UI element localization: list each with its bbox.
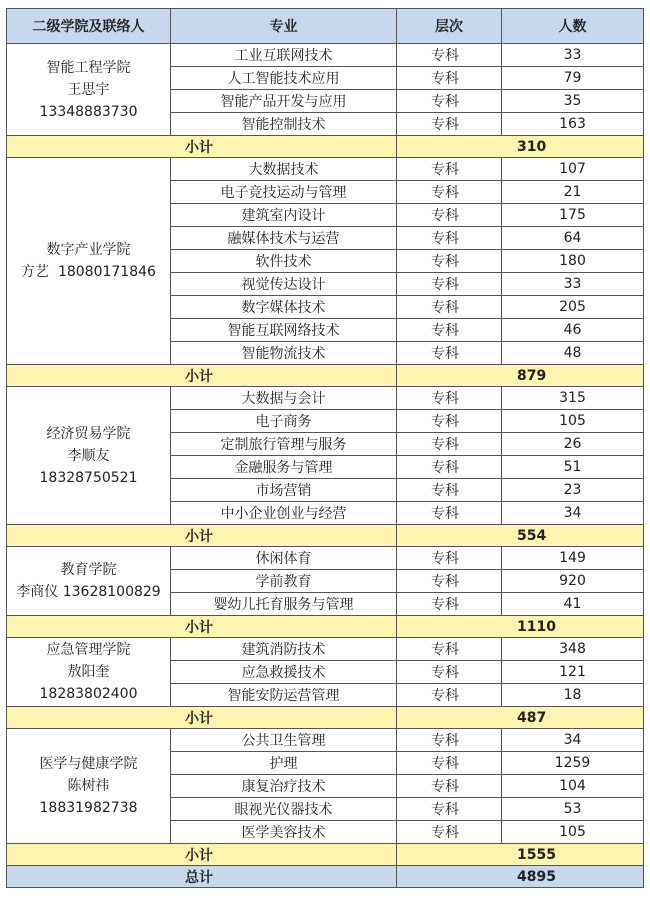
subtotal-value: 554 [397,525,644,547]
count-cell: 21 [502,181,644,204]
contact-name: 方艺 [21,264,50,280]
major-cell: 金融服务与管理 [171,456,397,479]
count-cell: 180 [502,250,644,273]
major-cell: 智能物流技术 [171,342,397,365]
count-cell: 18 [502,684,644,707]
college-name: 医学与健康学院 [39,756,138,772]
major-cell: 应急救援技术 [171,661,397,684]
total-row [7,866,644,888]
contact-name: 王思宇 [67,81,110,98]
count-cell: 175 [502,204,644,227]
count-cell: 149 [502,547,644,570]
level-cell: 专科 [397,273,502,296]
count-cell: 23 [502,479,644,502]
major-cell: 公共卫生管理 [171,729,397,752]
count-cell: 121 [502,661,644,684]
level-cell: 专科 [397,570,502,593]
level-cell: 专科 [397,433,502,456]
header-count: 人数 [502,9,644,44]
major-cell: 智能控制技术 [171,113,397,136]
major-cell: 工业互联网技术 [171,44,397,67]
contact-line [7,261,170,283]
college-contact-cell [7,638,171,707]
subtotal-label: 小计 [7,365,397,387]
college-name: 应急管理学院 [46,642,131,658]
level-cell: 专科 [397,638,502,661]
header-college: 二级学院及联络人 [7,9,171,44]
count-cell: 51 [502,456,644,479]
major-cell: 定制旅行管理与服务 [171,433,397,456]
college-contact-cell [7,44,171,136]
major-cell: 电子商务 [171,410,397,433]
total-value: 4895 [397,866,644,888]
contact-name: 李商仪 [16,584,59,600]
major-cell: 中小企业创业与经营 [171,502,397,525]
major-cell: 智能产品开发与应用 [171,90,397,113]
level-cell: 专科 [397,456,502,479]
count-cell: 35 [502,90,644,113]
level-cell: 专科 [397,479,502,502]
count-cell: 33 [502,44,644,67]
level-cell: 专科 [397,387,502,410]
table-body [7,44,644,888]
count-cell: 48 [502,342,644,365]
header-major: 专业 [171,9,397,44]
level-cell: 专科 [397,547,502,570]
count-cell: 34 [502,502,644,525]
count-cell: 33 [502,273,644,296]
college-contact-cell [7,547,171,616]
level-cell: 专科 [397,250,502,273]
subtotal-value: 310 [397,136,644,158]
subtotal-label: 小计 [7,136,397,158]
subtotal-row [7,616,644,638]
count-cell: 107 [502,158,644,181]
major-cell: 眼视光仪器技术 [171,798,397,821]
major-cell: 视觉传达设计 [171,273,397,296]
contact-name: 敖阳奎 [67,664,110,680]
major-cell: 大数据与会计 [171,387,397,410]
level-cell: 专科 [397,113,502,136]
college-name: 经济贸易学院 [46,425,131,442]
level-cell: 专科 [397,752,502,775]
college-name: 数字产业学院 [46,242,131,258]
major-cell: 电子竞技运动与管理 [171,181,397,204]
count-cell: 34 [502,729,644,752]
college-name: 教育学院 [60,562,117,578]
level-cell: 专科 [397,204,502,227]
subtotal-value: 487 [397,707,644,729]
major-cell: 人工智能技术应用 [171,67,397,90]
count-cell: 315 [502,387,644,410]
subtotal-row [7,136,644,158]
contact-phone: 18283802400 [39,686,138,702]
contact-phone: 13628100829 [62,584,161,600]
count-cell: 41 [502,593,644,616]
subtotal-value: 879 [397,365,644,387]
college-contact-cell [7,387,171,525]
subtotal-label: 小计 [7,707,397,729]
total-label: 总计 [7,866,397,888]
count-cell: 26 [502,433,644,456]
contact-spacer [49,264,58,280]
table-row [7,547,644,570]
subtotal-label: 小计 [7,844,397,866]
level-cell: 专科 [397,181,502,204]
subtotal-row [7,844,644,866]
enrollment-table-container [6,8,644,888]
level-cell: 专科 [397,90,502,113]
major-cell: 市场营销 [171,479,397,502]
contact-name: 陈树祎 [67,778,110,794]
contact-phone: 18328750521 [39,469,138,486]
table-row [7,638,644,661]
major-cell: 医学美容技术 [171,821,397,844]
subtotal-value: 1555 [397,844,644,866]
count-cell: 920 [502,570,644,593]
level-cell: 专科 [397,821,502,844]
contact-phone: 13348883730 [39,103,138,120]
major-cell: 学前教育 [171,570,397,593]
level-cell: 专科 [397,158,502,181]
major-cell: 建筑室内设计 [171,204,397,227]
count-cell: 64 [502,227,644,250]
level-cell: 专科 [397,661,502,684]
subtotal-label: 小计 [7,616,397,638]
major-cell: 大数据技术 [171,158,397,181]
header-row [7,9,644,44]
level-cell: 专科 [397,342,502,365]
table-row [7,158,644,181]
enrollment-table [6,8,644,888]
level-cell: 专科 [397,227,502,250]
level-cell: 专科 [397,729,502,752]
count-cell: 105 [502,410,644,433]
major-cell: 护理 [171,752,397,775]
level-cell: 专科 [397,67,502,90]
count-cell: 79 [502,67,644,90]
level-cell: 专科 [397,593,502,616]
contact-line [7,581,170,603]
major-cell: 智能安防运营管理 [171,684,397,707]
level-cell: 专科 [397,798,502,821]
count-cell: 163 [502,113,644,136]
major-cell: 智能互联网络技术 [171,319,397,342]
contact-phone: 18831982738 [39,800,138,816]
subtotal-row [7,365,644,387]
header-level: 层次 [397,9,502,44]
table-row [7,387,644,410]
count-cell: 205 [502,296,644,319]
college-contact-cell [7,158,171,365]
level-cell: 专科 [397,775,502,798]
count-cell: 348 [502,638,644,661]
level-cell: 专科 [397,319,502,342]
subtotal-label: 小计 [7,525,397,547]
level-cell: 专科 [397,296,502,319]
major-cell: 婴幼儿托育服务与管理 [171,593,397,616]
college-contact-cell [7,729,171,844]
count-cell: 46 [502,319,644,342]
count-cell: 1259 [502,752,644,775]
subtotal-value: 1110 [397,616,644,638]
subtotal-row [7,707,644,729]
level-cell: 专科 [397,410,502,433]
major-cell: 建筑消防技术 [171,638,397,661]
college-name: 智能工程学院 [46,59,131,76]
major-cell: 康复治疗技术 [171,775,397,798]
count-cell: 104 [502,775,644,798]
contact-phone: 18080171846 [57,264,156,280]
count-cell: 105 [502,821,644,844]
level-cell: 专科 [397,44,502,67]
major-cell: 融媒体技术与运营 [171,227,397,250]
table-row [7,729,644,752]
major-cell: 休闲体育 [171,547,397,570]
table-row [7,44,644,67]
contact-name: 李顺友 [67,447,110,464]
major-cell: 软件技术 [171,250,397,273]
count-cell: 53 [502,798,644,821]
subtotal-row [7,525,644,547]
level-cell: 专科 [397,684,502,707]
major-cell: 数字媒体技术 [171,296,397,319]
level-cell: 专科 [397,502,502,525]
